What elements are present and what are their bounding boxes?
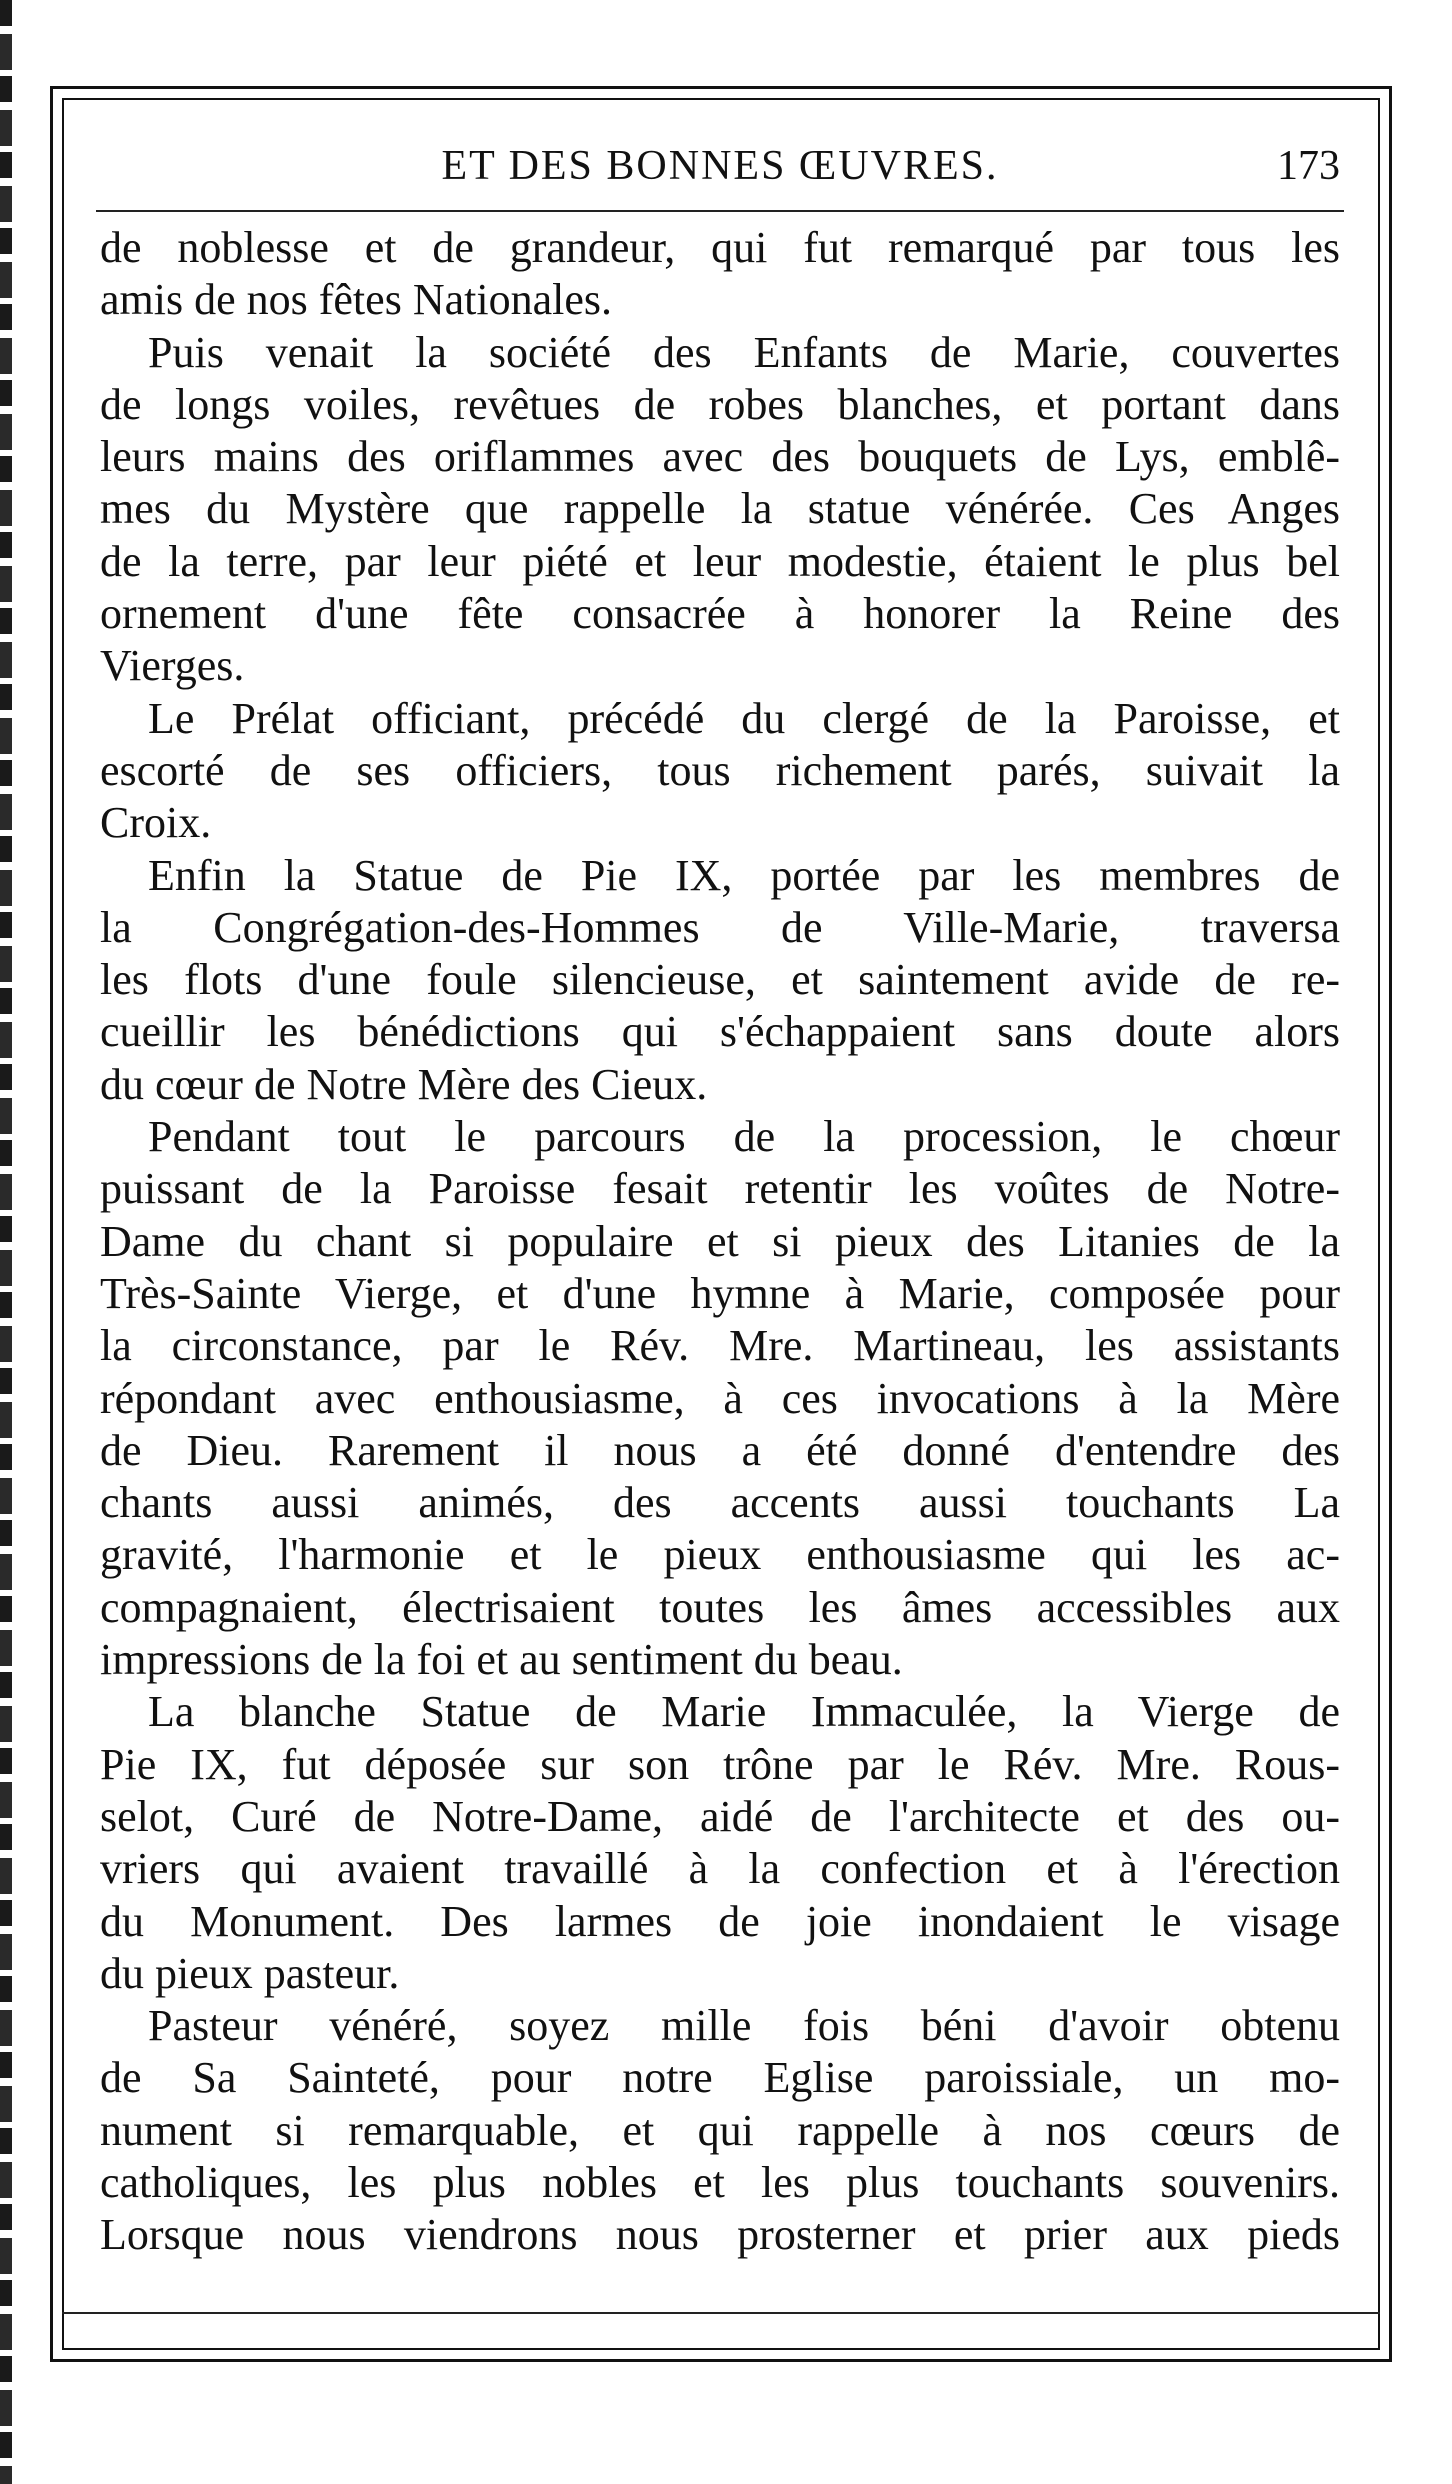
text-line: nument si remarquable, et qui rappelle à nos cœurs de: [100, 2105, 1340, 2155]
text-line: escorté de ses officiers, tous richement parés, suivait la: [100, 745, 1340, 795]
text-line: répondant avec enthousiasme, à ces invocations à la Mère: [100, 1373, 1340, 1423]
text-line: puissant de la Paroisse fesait retentir les voûtes de Notre-: [100, 1164, 1340, 1214]
text-line: impressions de la foi et au sentiment du beau.: [100, 1635, 903, 1685]
text-line: Très-Sainte Vierge, et d'une hymne à Marie, composée pour: [100, 1268, 1340, 1318]
page-header: [100, 136, 1340, 196]
text-line: compagnaient, électrisaient toutes les âmes accessibles aux: [100, 1582, 1340, 1632]
text-line: Pasteur vénéré, soyez mille fois béni d'avoir obtenu: [148, 2001, 1340, 2051]
text-line: les flots d'une foule silencieuse, et saintement avide de re-: [100, 955, 1340, 1005]
body-text: [100, 222, 1340, 2262]
binding-edge: [0, 0, 12, 2484]
text-line: Le Prélat officiant, précédé du clergé de la Paroisse, et: [148, 693, 1340, 743]
text-line: Croix.: [100, 798, 212, 848]
text-line: selot, Curé de Notre-Dame, aidé de l'architecte et des ou-: [100, 1791, 1340, 1841]
text-line: la Congrégation-des-Hommes de Ville-Marie, traversa: [100, 902, 1340, 952]
text-line: de Sa Sainteté, pour notre Eglise paroissiale, un mo-: [100, 2053, 1340, 2103]
text-line: Pie IX, fut déposée sur son trône par le Rév. Mre. Rous-: [100, 1739, 1340, 1789]
text-line: mes du Mystère que rappelle la statue vénérée. Ces Anges: [100, 484, 1340, 534]
text-line: de longs voiles, revêtues de robes blanches, et portant dans: [100, 379, 1340, 429]
text-line: Enfin la Statue de Pie IX, portée par les membres de: [148, 850, 1340, 900]
text-line: gravité, l'harmonie et le pieux enthousiasme qui les ac-: [100, 1530, 1340, 1580]
text-line: de noblesse et de grandeur, qui fut remarqué par tous les: [100, 223, 1340, 272]
text-line: Lorsque nous viendrons nous prosterner et prier aux pieds: [100, 2210, 1340, 2260]
text-line: Dame du chant si populaire et si pieux des Litanies de la: [100, 1216, 1340, 1266]
text-line: chants aussi animés, des accents aussi touchants La: [100, 1478, 1340, 1528]
text-line: ornement d'une fête consacrée à honorer la Reine des: [100, 589, 1340, 639]
running-title: ET DES BONNES ŒUVRES.: [441, 143, 999, 189]
text-line: de Dieu. Rarement il nous a été donné d'entendre des: [100, 1425, 1340, 1475]
text-line: Pendant tout le parcours de la procession, le chœur: [148, 1112, 1340, 1162]
text-line: La blanche Statue de Marie Immaculée, la Vierge de: [148, 1687, 1340, 1737]
text-line: Vierges.: [100, 641, 245, 691]
page-number: 173: [1277, 143, 1340, 189]
header-rule: [96, 210, 1344, 212]
text-line: leurs mains des oriflammes avec des bouquets de Lys, emblê-: [100, 432, 1340, 482]
text-line: amis de nos fêtes Nationales.: [100, 275, 612, 325]
text-line: cueillir les bénédictions qui s'échappaient sans doute alors: [100, 1007, 1340, 1057]
bottom-rule: [62, 2312, 1380, 2314]
text-line: du pieux pasteur.: [100, 1948, 400, 1998]
text-line: de la terre, par leur piété et leur modestie, étaient le plus bel: [100, 536, 1340, 586]
text-line: du Monument. Des larmes de joie inondaient le visage: [100, 1896, 1340, 1946]
text-line: la circonstance, par le Rév. Mre. Martineau, les assistants: [100, 1321, 1340, 1371]
text-line: catholiques, les plus nobles et les plus touchants souvenirs.: [100, 2157, 1340, 2207]
text-line: vriers qui avaient travaillé à la confection et à l'érection: [100, 1844, 1340, 1894]
text-line: Puis venait la société des Enfants de Marie, couvertes: [148, 327, 1340, 377]
text-line: du cœur de Notre Mère des Cieux.: [100, 1059, 708, 1109]
